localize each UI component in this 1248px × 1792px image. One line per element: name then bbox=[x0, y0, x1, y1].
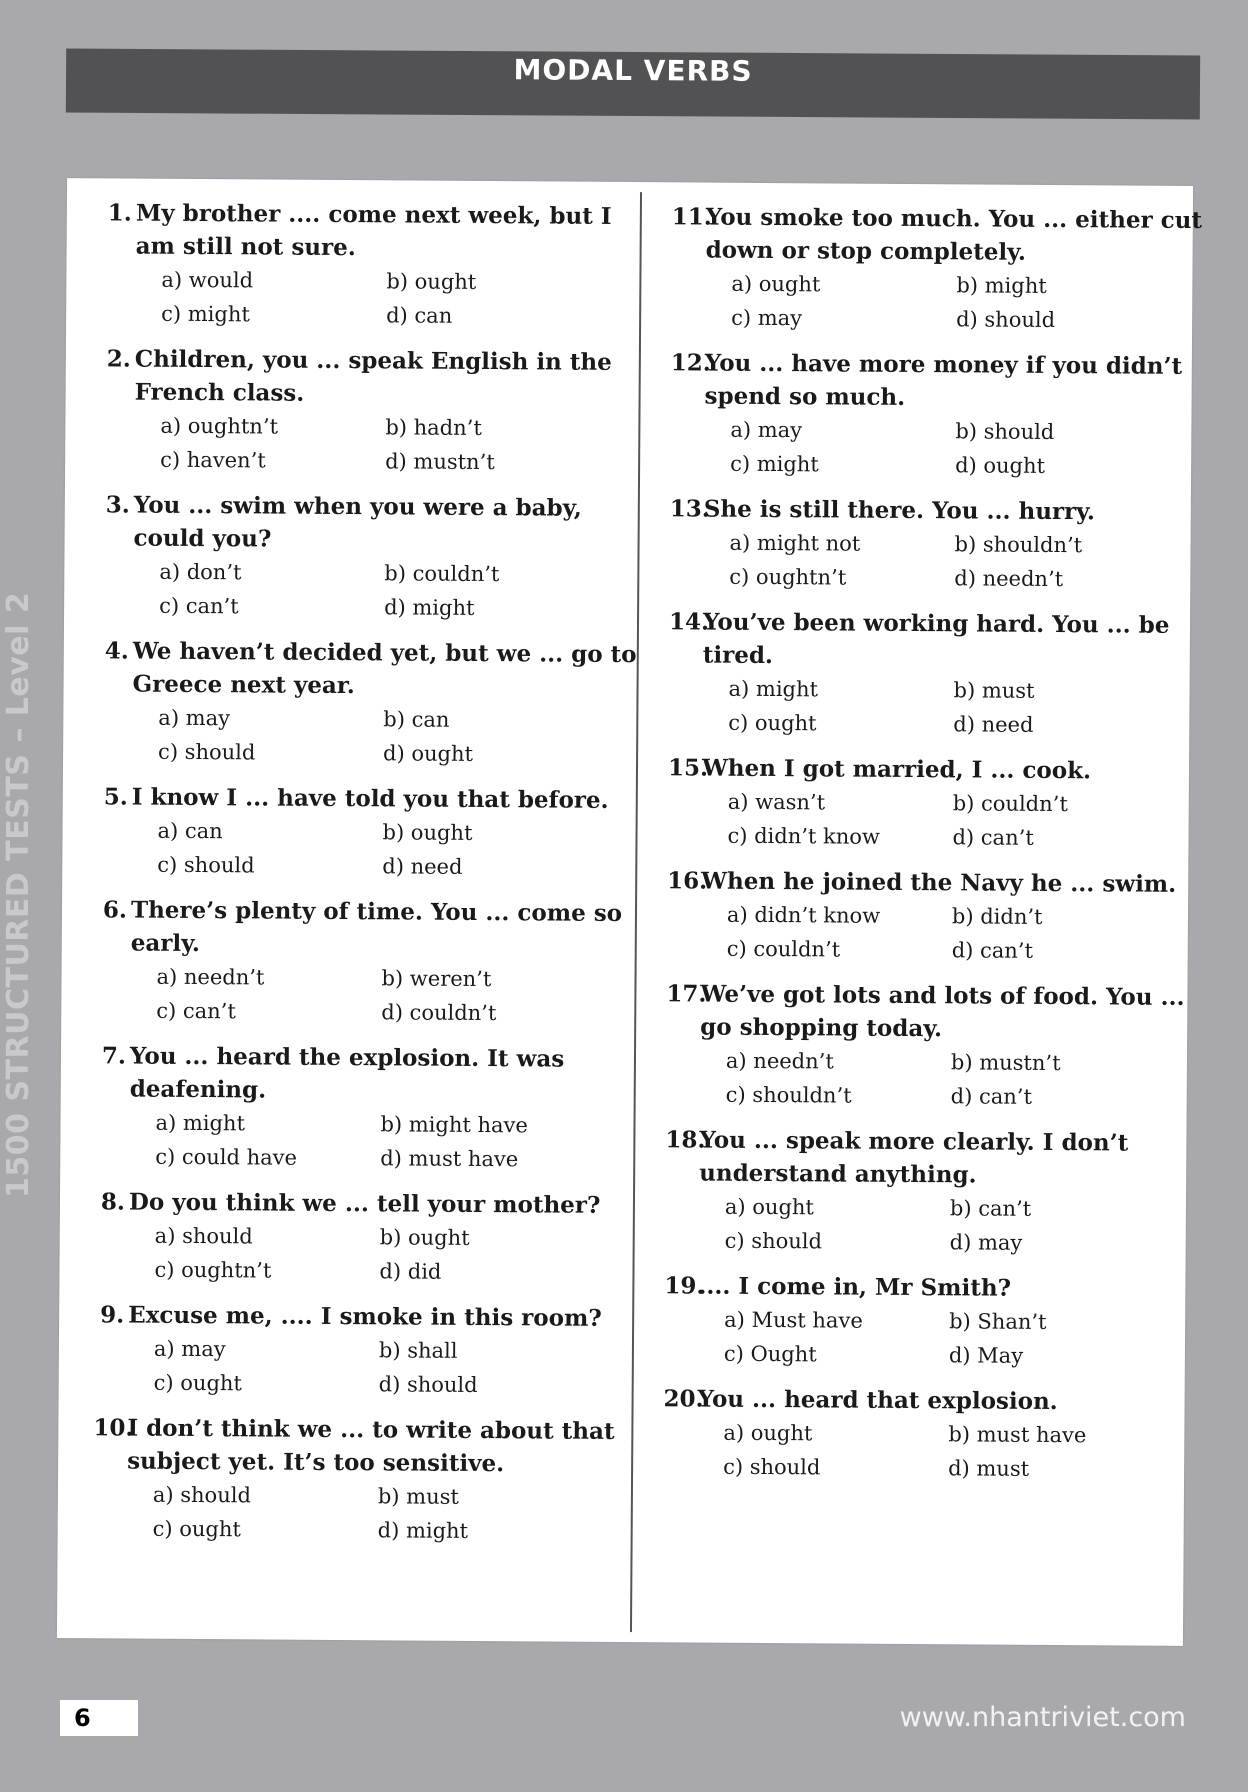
answer-option: c) should bbox=[157, 852, 255, 878]
answer-options bbox=[666, 1043, 1206, 1115]
question-text: You ... swim when you were a baby, could you? bbox=[133, 491, 582, 553]
answer-option: c) might bbox=[161, 301, 250, 327]
answer-options bbox=[93, 1477, 633, 1549]
right-column bbox=[663, 200, 1212, 1499]
answer-option: c) oughtn’t bbox=[154, 1257, 272, 1283]
answer-option: a) wasn’t bbox=[727, 789, 826, 815]
question-stem bbox=[668, 751, 1208, 788]
question-number: 18. bbox=[665, 1126, 706, 1154]
question-number: 8. bbox=[100, 1188, 126, 1216]
question-text: You smoke too much. You ... either cut down or stop completely. bbox=[705, 203, 1203, 266]
answer-option: c) ought bbox=[152, 1516, 241, 1542]
question-stem bbox=[93, 1411, 633, 1481]
question-stem bbox=[663, 1382, 1203, 1419]
answer-options bbox=[667, 897, 1207, 969]
question-text: .... I come in, Mr Smith? bbox=[698, 1272, 1012, 1302]
answer-option: a) might bbox=[728, 676, 819, 702]
answer-option: c) should bbox=[723, 1454, 821, 1480]
answer-option: a) should bbox=[152, 1482, 252, 1508]
question-item bbox=[101, 196, 642, 334]
answer-option: b) might bbox=[956, 273, 1047, 298]
question-stem bbox=[670, 346, 1210, 416]
question-number: 15. bbox=[667, 754, 709, 782]
question-stem bbox=[672, 200, 1212, 270]
question-text: We’ve got lots and lots of food. You ... go shopping today. bbox=[700, 980, 1185, 1043]
answer-options bbox=[97, 813, 637, 885]
question-text: We haven’t decided yet, but we ... go to Greece next year. bbox=[132, 637, 637, 700]
question-stem bbox=[667, 864, 1207, 901]
answer-option: a) didn’t know bbox=[726, 902, 881, 928]
question-item bbox=[97, 780, 638, 885]
answer-option: a) may bbox=[730, 417, 803, 443]
answer-option: b) must have bbox=[948, 1422, 1087, 1448]
answer-option: b) hadn’t bbox=[385, 415, 482, 440]
answer-option: d) need bbox=[953, 712, 1034, 737]
question-item bbox=[663, 1382, 1204, 1487]
answer-option: d) did bbox=[379, 1259, 442, 1284]
question-number: 4. bbox=[104, 637, 129, 665]
question-item bbox=[94, 1185, 635, 1290]
question-text: I don’t think we ... to write about that subject yet. It’s too sensitive. bbox=[127, 1414, 615, 1478]
answer-option: c) can’t bbox=[156, 998, 236, 1024]
question-number: 14. bbox=[668, 608, 710, 636]
answer-option: a) would bbox=[161, 267, 254, 293]
answer-option: b) shall bbox=[378, 1338, 458, 1363]
answer-option: d) can’t bbox=[952, 825, 1034, 850]
answer-options bbox=[669, 525, 1209, 597]
question-item bbox=[96, 893, 637, 1031]
answer-options bbox=[98, 700, 638, 772]
question-stem bbox=[665, 1123, 1205, 1193]
answer-option: b) ought bbox=[386, 269, 477, 294]
answer-option: b) must bbox=[377, 1484, 459, 1509]
answer-option: b) should bbox=[955, 419, 1055, 444]
question-stem bbox=[95, 1185, 635, 1222]
answer-option: b) ought bbox=[379, 1225, 470, 1250]
question-text: My brother .... come next week, but I am still not sure. bbox=[135, 199, 612, 262]
question-stem bbox=[102, 196, 642, 266]
answer-option: a) ought bbox=[731, 271, 821, 297]
question-number: 2. bbox=[106, 345, 131, 373]
question-number: 13. bbox=[669, 495, 710, 523]
question-stem bbox=[670, 492, 1210, 529]
answer-option: b) can’t bbox=[949, 1196, 1032, 1221]
answer-option: a) might bbox=[155, 1110, 246, 1136]
question-number: 5. bbox=[103, 783, 128, 811]
question-item bbox=[99, 488, 640, 626]
answer-options bbox=[667, 784, 1207, 856]
answer-options bbox=[671, 266, 1211, 338]
page-number: 6 bbox=[60, 1700, 138, 1736]
question-item bbox=[664, 1269, 1205, 1374]
header-bar bbox=[66, 49, 1200, 120]
answer-option: c) could have bbox=[155, 1144, 298, 1170]
answer-option: b) weren’t bbox=[381, 966, 492, 992]
question-stem bbox=[98, 780, 638, 817]
answer-option: d) might bbox=[384, 595, 475, 620]
question-stem bbox=[101, 342, 641, 412]
answer-option: a) can bbox=[157, 818, 223, 844]
answer-option: c) didn’t know bbox=[727, 823, 881, 849]
question-number: 9. bbox=[100, 1301, 125, 1329]
answer-option: d) ought bbox=[955, 453, 1046, 478]
answer-option: a) ought bbox=[723, 1420, 813, 1446]
answer-option: c) may bbox=[731, 305, 803, 331]
answer-option: d) should bbox=[378, 1372, 478, 1397]
answer-option: d) must bbox=[948, 1456, 1030, 1481]
side-label: 1500 STRUCTURED TESTS – Level 2 bbox=[1, 591, 36, 1198]
answer-option: d) might bbox=[377, 1518, 469, 1543]
question-number: 7. bbox=[101, 1042, 127, 1070]
answer-option: a) needn’t bbox=[725, 1048, 834, 1074]
answer-option: a) needn’t bbox=[156, 964, 265, 990]
question-number: 3. bbox=[105, 491, 130, 519]
question-text: When I got married, I ... cook. bbox=[701, 754, 1092, 785]
question-stem bbox=[97, 893, 637, 963]
question-number: 11. bbox=[671, 203, 712, 231]
question-item bbox=[98, 634, 639, 772]
answer-option: b) mustn’t bbox=[950, 1050, 1061, 1076]
answer-option: b) can bbox=[383, 707, 450, 732]
answer-options bbox=[94, 1218, 634, 1290]
question-number: 20. bbox=[663, 1385, 704, 1413]
answer-option: c) ought bbox=[153, 1370, 243, 1396]
answer-options bbox=[96, 959, 636, 1031]
answer-option: b) shouldn’t bbox=[954, 532, 1083, 558]
question-text: I know I ... have told you that before. bbox=[131, 783, 609, 814]
answer-option: c) might bbox=[730, 451, 819, 477]
answer-option: a) oughtn’t bbox=[160, 413, 279, 439]
question-item bbox=[665, 1123, 1206, 1261]
question-number: 17. bbox=[666, 980, 707, 1008]
answer-options bbox=[100, 408, 640, 480]
website-url: www.nhantriviet.com bbox=[899, 1702, 1186, 1733]
answer-option: d) should bbox=[956, 307, 1056, 332]
question-text: Excuse me, .... I smoke in this room? bbox=[128, 1301, 602, 1332]
question-stem bbox=[98, 634, 638, 704]
answer-option: d) ought bbox=[383, 741, 474, 766]
question-text: You ... heard the explosion. It was deafening. bbox=[129, 1042, 565, 1104]
answer-options bbox=[668, 671, 1208, 743]
question-text: You ... speak more clearly. I don’t understand anything. bbox=[699, 1126, 1129, 1189]
answer-option: c) ought bbox=[728, 710, 817, 736]
answer-option: d) can’t bbox=[950, 1084, 1033, 1109]
question-text: You ... heard that explosion. bbox=[697, 1385, 1058, 1416]
question-number: 10. bbox=[93, 1414, 134, 1442]
question-number: 6. bbox=[102, 896, 128, 924]
answer-option: b) didn’t bbox=[951, 904, 1043, 929]
answer-option: a) may bbox=[158, 705, 231, 731]
answer-option: b) couldn’t bbox=[384, 561, 500, 587]
question-item bbox=[671, 200, 1212, 338]
answer-option: c) shouldn’t bbox=[725, 1082, 852, 1108]
question-stem bbox=[669, 605, 1209, 675]
question-stem bbox=[96, 1039, 636, 1109]
answer-option: d) may bbox=[949, 1230, 1023, 1255]
answer-option: c) can’t bbox=[159, 593, 239, 619]
question-stem bbox=[664, 1269, 1204, 1306]
answer-options bbox=[94, 1331, 634, 1403]
answer-option: c) should bbox=[158, 739, 256, 765]
answer-option: c) should bbox=[724, 1228, 823, 1254]
question-number: 1. bbox=[107, 199, 132, 227]
left-column bbox=[92, 196, 641, 1561]
answer-option: b) ought bbox=[382, 820, 473, 845]
answer-options bbox=[95, 1105, 635, 1177]
question-item bbox=[670, 346, 1211, 484]
answer-option: d) can bbox=[386, 303, 453, 328]
question-text: Children, you ... speak English in the French class. bbox=[134, 345, 612, 407]
answer-option: d) can’t bbox=[951, 938, 1034, 963]
answer-option: d) must have bbox=[380, 1146, 519, 1172]
answer-option: b) couldn’t bbox=[952, 791, 1068, 817]
question-item bbox=[668, 605, 1209, 743]
answer-option: d) May bbox=[948, 1343, 1024, 1368]
answer-options bbox=[665, 1189, 1205, 1261]
answer-option: a) ought bbox=[724, 1194, 814, 1220]
question-number: 19. bbox=[664, 1272, 705, 1300]
question-item bbox=[669, 492, 1210, 597]
question-item bbox=[93, 1411, 634, 1549]
answer-option: b) Shan’t bbox=[949, 1309, 1047, 1334]
question-stem bbox=[99, 488, 639, 558]
answer-options bbox=[99, 554, 639, 626]
answer-options bbox=[664, 1302, 1204, 1374]
answer-options bbox=[101, 262, 641, 334]
answer-options bbox=[663, 1415, 1203, 1487]
answer-option: c) Ought bbox=[723, 1341, 817, 1367]
worksheet-paper bbox=[57, 178, 1203, 1646]
question-text: There’s plenty of time. You ... come so early. bbox=[130, 896, 623, 958]
question-item bbox=[667, 864, 1208, 969]
question-item bbox=[100, 342, 641, 480]
question-text: You ... have more money if you didn’t spend so much. bbox=[704, 349, 1183, 411]
answer-option: d) couldn’t bbox=[381, 1000, 497, 1026]
answer-option: d) mustn’t bbox=[385, 449, 495, 475]
question-text: You’ve been working hard. You ... be tired. bbox=[702, 608, 1170, 670]
answer-option: c) haven’t bbox=[160, 447, 266, 473]
question-stem bbox=[94, 1298, 634, 1335]
page-title: MODAL VERBS bbox=[513, 53, 753, 88]
answer-option: d) needn’t bbox=[954, 566, 1064, 592]
answer-option: c) oughtn’t bbox=[729, 564, 847, 590]
answer-option: a) might not bbox=[729, 530, 861, 556]
question-item bbox=[667, 751, 1208, 856]
answer-option: a) may bbox=[153, 1336, 226, 1362]
answer-options bbox=[670, 412, 1210, 484]
question-item bbox=[666, 977, 1207, 1115]
answer-option: c) couldn’t bbox=[726, 936, 841, 962]
answer-option: b) might have bbox=[380, 1112, 528, 1138]
question-text: When he joined the Navy he ... swim. bbox=[701, 867, 1177, 898]
answer-option: a) Must have bbox=[724, 1307, 863, 1333]
answer-option: b) must bbox=[953, 678, 1035, 703]
question-text: Do you think we ... tell your mother? bbox=[128, 1188, 601, 1219]
answer-option: a) don’t bbox=[159, 559, 242, 585]
question-item bbox=[94, 1298, 635, 1403]
question-number: 16. bbox=[667, 867, 708, 895]
question-item bbox=[95, 1039, 636, 1177]
answer-option: a) should bbox=[154, 1223, 253, 1249]
question-number: 12. bbox=[670, 349, 711, 377]
question-text: She is still there. You ... hurry. bbox=[703, 495, 1096, 526]
answer-option: d) need bbox=[382, 854, 463, 879]
question-stem bbox=[666, 977, 1206, 1047]
